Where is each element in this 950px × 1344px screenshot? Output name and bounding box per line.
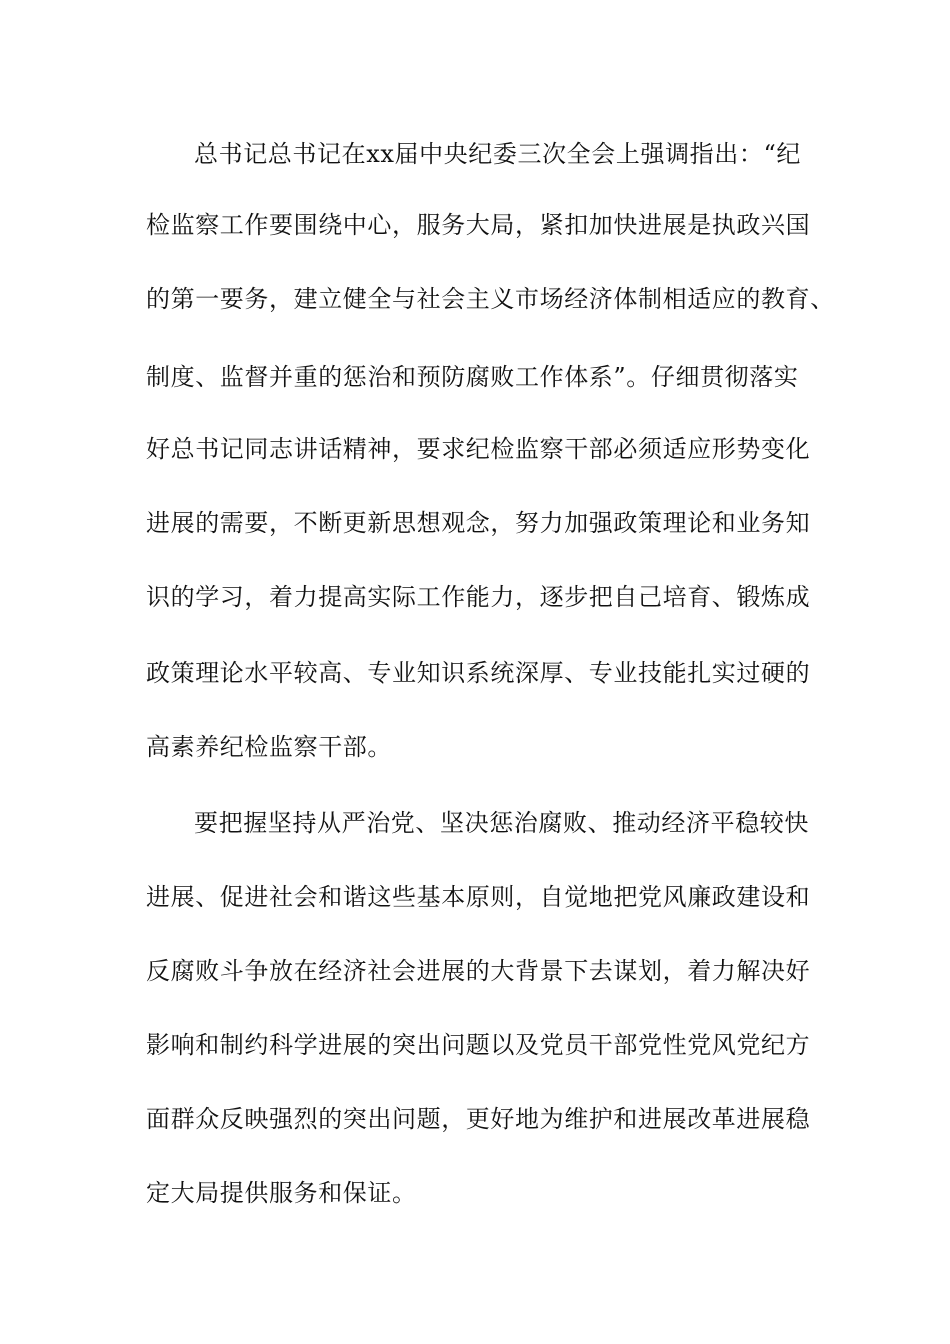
paragraph-2-line-2: 进展、促进社会和谐这些基本原则，自觉地把党风廉政建设和	[146, 883, 811, 911]
paragraph-1-line-5: 好总书记同志讲话精神，要求纪检监察干部必须适应形势变化	[146, 435, 811, 463]
paragraph-2-line-4: 影响和制约科学进展的突出问题以及党员干部党性党风党纪方	[146, 1031, 811, 1059]
paragraph-2-line-1: 要把握坚持从严治党、坚决惩治腐败、推动经济平稳较快	[194, 809, 809, 837]
paragraph-1-line-4: 制度、监督并重的惩治和预防腐败工作体系”。仔细贯彻落实	[146, 363, 799, 391]
paragraph-1-line-1: 总书记总书记在xx届中央纪委三次全会上强调指出：“纪	[194, 140, 801, 168]
paragraph-1-line-7: 识的学习，着力提高实际工作能力，逐步把自己培育、锻炼成	[146, 583, 811, 611]
paragraph-2-line-5: 面群众反映强烈的突出问题，更好地为维护和进展改革进展稳	[146, 1105, 811, 1133]
paragraph-1-line-6: 进展的需要，不断更新思想观念，努力加强政策理论和业务知	[146, 509, 811, 537]
paragraph-1-line-3: 的第一要务，建立健全与社会主义市场经济体制相适应的教育、	[146, 285, 835, 313]
paragraph-2-line-6: 定大局提供服务和保证。	[146, 1179, 417, 1207]
paragraph-1-line-9: 高素养纪检监察干部。	[146, 733, 392, 761]
paragraph-1-line-8: 政策理论水平较高、专业知识系统深厚、专业技能扎实过硬的	[146, 659, 811, 687]
paragraph-1-line-2: 检监察工作要围绕中心，服务大局，紧扣加快进展是执政兴国	[146, 211, 811, 239]
paragraph-2-line-3: 反腐败斗争放在经济社会进展的大背景下去谋划，着力解决好	[146, 957, 811, 985]
